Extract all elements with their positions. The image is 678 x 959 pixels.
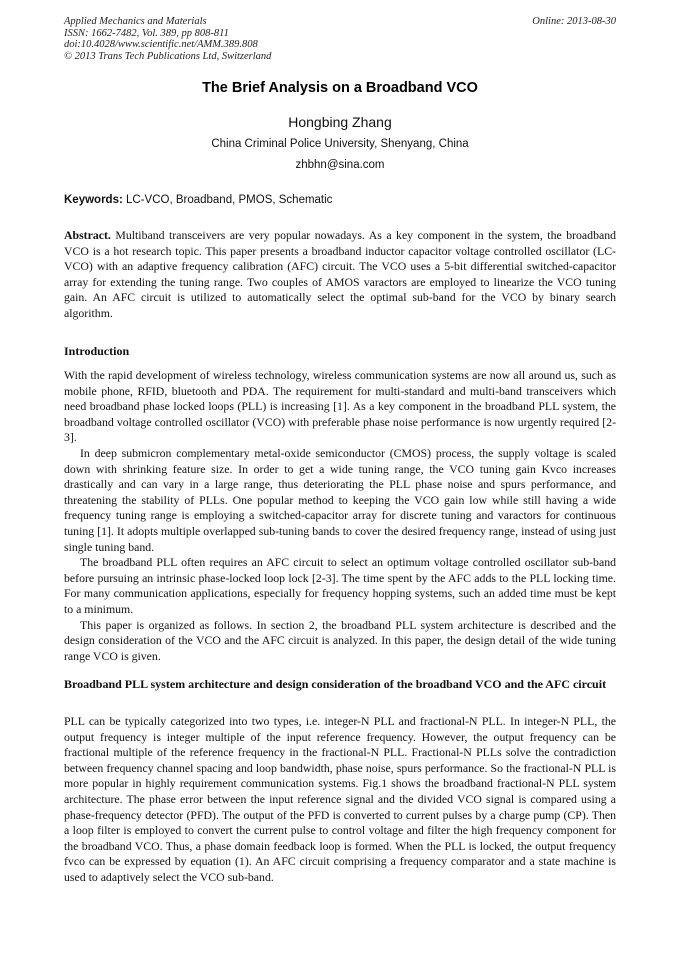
issn-line: ISSN: 1662-7482, Vol. 389, pp 808-811 <box>64 27 229 39</box>
intro-paragraph: This paper is organized as follows. In section 2, the broadband PLL system architecture is described and the design consideration of the VCO and the AFC circuit is analyzed. In this paper, the design detail of the wide tuning range VCO is given. <box>64 617 616 663</box>
author-email[interactable]: zhbhn@sina.com <box>295 159 385 171</box>
keywords-label: Keywords: <box>64 194 123 206</box>
journal-header <box>64 16 616 62</box>
paper-title: The Brief Analysis on a Broadband VCO <box>202 80 478 96</box>
journal-name: Applied Mechanics and Materials <box>64 16 207 27</box>
abstract-label: Abstract. <box>64 228 111 242</box>
keywords-text: LC-VCO, Broadband, PMOS, Schematic <box>122 194 333 206</box>
intro-paragraph: In deep submicron complementary metal-oxide semiconductor (CMOS) process, the supply voltage is scaled down with shrinking feature size. In order to get a wide tuning range, the VCO tuning gain Kvco increases drastically and can vary in a large range, thus deteriorating the PLL phase noise and spurs performance, and threatening the stability of PLLs. One popular method to keeping the VCO gain low while still having a wide frequency tuning range is employing a switched-capacitor array for discrete tuning and varactors for continuous tuning [1]. It adopts multiple overlapped sub-tuning bands to cover the desired frequency range, instead of using just single tuning band. <box>64 445 616 554</box>
section2-heading: Broadband PLL system architecture and design consideration of the broadband VCO and the AFC circuit <box>64 677 607 691</box>
section2-paragraph: PLL can be typically categorized into two types, i.e. integer-N PLL and fractional-N PLL. In integer-N PLL, the output frequency is integer multiple of the input reference frequency. However, the output frequency can be fractional multiple of the reference frequency in the fractional-N PLL. Fractional-N PLLs solve the contradiction between frequency channel spacing and loop bandwidth, phase noise, spurs performance. So the fractional-N PLL is more popular in highly requirement communication systems. Fig.1 shows the broadband fractional-N PLL system architecture. The phase error between the input reference signal and the divided VCO signal is compared using a phase-frequency detector (PFD). The output of the PFD is converted to current pulses by a charge pump (CP). Then a loop filter is employed to convert the current pulse to control voltage and filter the high frequency component for the broadband VCO. Thus, a phase domain feedback loop is formed. When the PLL is locked, the output frequency fvco can be expressed by equation (1). An AFC circuit comprising a frequency comparator and a state machine is used to adaptively select the VCO sub-band. <box>64 714 616 884</box>
author-name: Hongbing Zhang <box>288 114 392 130</box>
doi-line: doi:10.4028/www.scientific.net/AMM.389.808 <box>64 39 258 50</box>
copyright-line: © 2013 Trans Tech Publications Ltd, Switzerland <box>64 50 272 62</box>
intro-paragraph: The broadband PLL often requires an AFC circuit to select an optimum voltage controlled oscillator sub-band before pursuing an intrinsic phase-locked loop lock [2-3]. The time spent by the AFC adds to the PLL locking time. For many communication applications, especially for frequency hopping systems, such an added time must be kept to a minimum. <box>64 555 616 616</box>
online-date: Online: 2013-08-30 <box>532 16 616 27</box>
introduction-heading: Introduction <box>64 344 130 358</box>
abstract <box>64 228 616 322</box>
keywords <box>64 194 616 206</box>
introduction-body <box>64 368 616 664</box>
author-affiliation: China Criminal Police University, Shenyang, China <box>211 138 469 150</box>
section2-body <box>64 714 616 886</box>
intro-paragraph: With the rapid development of wireless technology, wireless communication systems are now all around us, such as mobile phone, RFID, bluetooth and PDA. The requirement for multi-standard and multi-band transceivers which need broadband phase locked loops (PLL) is increasing [1]. As a key component in the broadband PLL system, the broadband voltage controlled oscillator (VCO) with preferable phase noise performance is now urgently required [2-3]. <box>64 368 616 445</box>
abstract-text: Multiband transceivers are very popular nowadays. As a key component in the system, the broadband VCO is a hot research topic. This paper presents a broadband inductor capacitor voltage controlled oscillator (LC-VCO) with an adaptive frequency calibration (AFC) circuit. The VCO uses a 5-bit differential switched-capacitor array for extending the tuning range. Two couples of AMOS varactors are employed to linearize the VCO tuning gain. An AFC circuit is utilized to automatically select the optimal sub-band for the VCO by binary search algorithm. <box>64 228 616 320</box>
